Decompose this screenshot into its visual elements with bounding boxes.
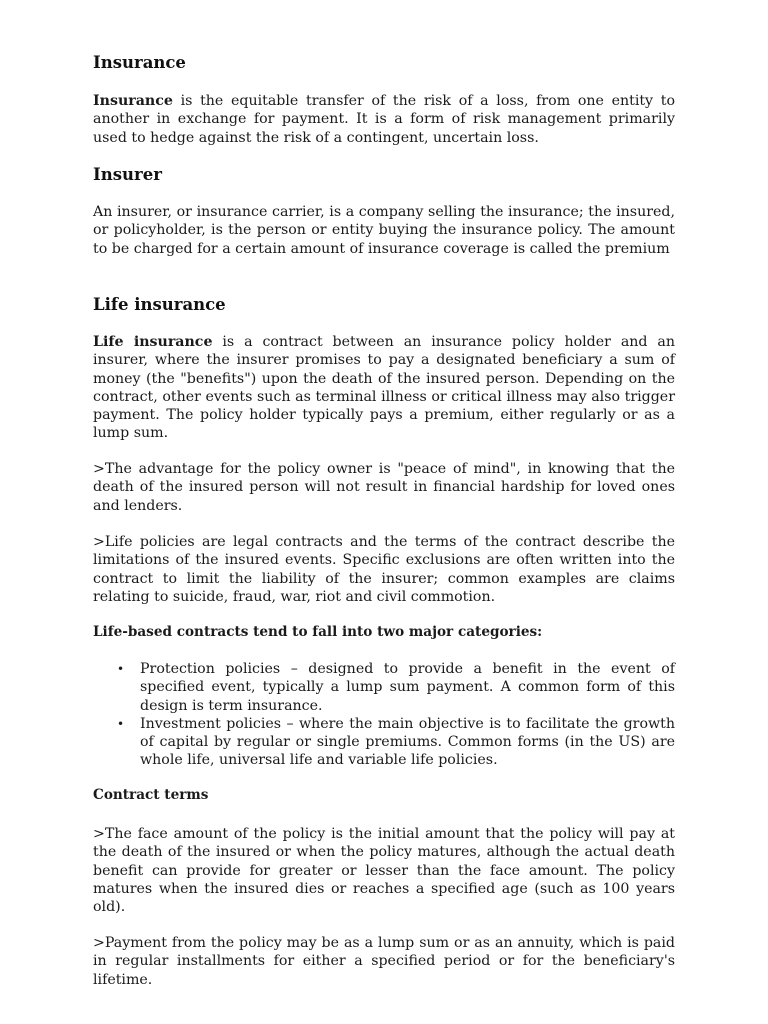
paragraph-face-amount: >The face amount of the policy is the initial amount that the policy will pay at the death of the insured or when the policy matures, although the actual death benefit can provide for greater or lesser than the face amount. The policy matures when the insured dies or reaches a specified age (such as 100 years old). <box>93 826 675 916</box>
paragraph-payment: >Payment from the policy may be as a lump sum or as an annuity, which is paid in regular installments for either a specified period or for the beneficiary's lifetime. <box>93 935 675 988</box>
paragraph-advantage: >The advantage for the policy owner is "peace of mind", in knowing that the death of the insured person will not result in financial hardship for loved ones and lenders. <box>93 461 675 514</box>
heading-insurer: Insurer <box>93 165 162 184</box>
heading-life-insurance: Life insurance <box>93 295 226 314</box>
insurance-definition-text: is the equitable transfer of the risk of a loss, from one entity to another in exchange for payment. It is a form of risk management primarily used to hedge against the risk of a contingent, uncertain loss. <box>93 93 675 146</box>
bold-term-life-insurance: Life insurance <box>93 334 213 350</box>
bullet-icon: • <box>117 662 125 676</box>
heading-insurance: Insurance <box>93 53 186 72</box>
categories-list <box>93 660 675 770</box>
heading-contract-terms: Contract terms <box>93 787 209 803</box>
list-item <box>93 715 675 770</box>
paragraph-insurer-definition: An insurer, or insurance carrier, is a company selling the insurance; the insured, or policyholder, is the person or entity buying the insurance policy. The amount to be charged for a certain amount of insurance coverage is called the premium <box>93 204 675 257</box>
paragraph-legal-contracts: >Life policies are legal contracts and the terms of the contract describe the limitations of the insured events. Specific exclusions are often written into the contract to limit the liability of the insurer; common examples are claims relating to suicide, fraud, war, riot and civil commotion. <box>93 534 675 605</box>
list-item-text: Investment policies – where the main objective is to facilitate the growth of capital by regular or single premiums. Common forms (in the US) are whole life, universal life and variable life policies. <box>140 715 675 769</box>
paragraph-insurance-definition <box>93 92 675 147</box>
bullet-icon: • <box>117 716 125 731</box>
list-item <box>93 660 675 715</box>
heading-categories: Life-based contracts tend to fall into two major categories: <box>93 624 543 640</box>
paragraph-life-insurance-definition <box>93 333 675 443</box>
bold-term-insurance: Insurance <box>93 93 173 109</box>
life-insurance-definition-text: is a contract between an insurance policy holder and an insurer, where the insurer promises to pay a designated beneficiary a sum of money (the "benefits") upon the death of the insured person. Depending on the contract, other events such as terminal illness or critical illness may also trigger payment. The policy holder typically pays a premium, either regularly or as a lump sum. <box>93 334 675 442</box>
list-item-text: Protection policies – designed to provide a benefit in the event of specified event, typically a lump sum payment. A common form of this design is term insurance. <box>140 661 675 714</box>
